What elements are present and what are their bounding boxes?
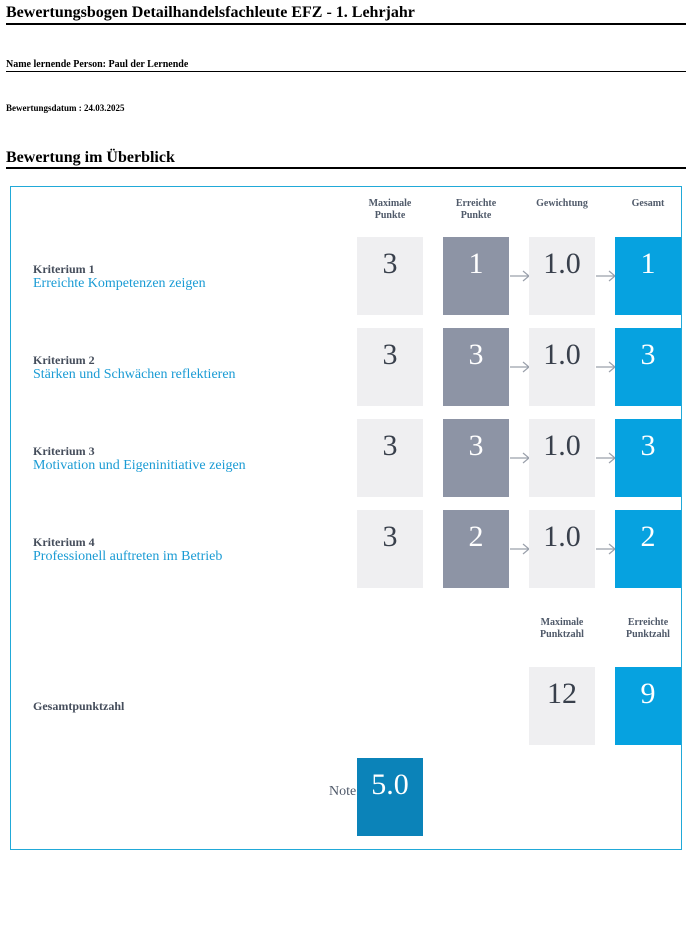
criterion-1-total-box: 1 — [615, 237, 681, 315]
evaluation-date: Bewertungsdatum : 24.03.2025 — [6, 103, 125, 113]
arrow-right-icon — [595, 542, 617, 556]
header-total: Gesamt — [631, 198, 665, 209]
criterion-1-weight-box: 1.0 — [529, 237, 595, 315]
total-achieved-box: 9 — [615, 667, 681, 745]
criterion-3-weight-box: 1.0 — [529, 419, 595, 497]
criterion-3-max-box: 3 — [357, 419, 423, 497]
criterion-2-total-box: 3 — [615, 328, 681, 406]
criterion-4-weight-box: 1.0 — [529, 510, 595, 588]
arrow-right-icon — [595, 360, 617, 374]
criterion-3-total-box: 3 — [615, 419, 681, 497]
criterion-2-weight-box: 1.0 — [529, 328, 595, 406]
criterion-4-max-box: 3 — [357, 510, 423, 588]
criterion-2-max-box: 3 — [357, 328, 423, 406]
learner-name-line: Name lernende Person: Paul der Lernende — [6, 60, 686, 72]
criterion-2-achieved-box: 3 — [443, 328, 509, 406]
criterion-4-label: Kriterium 4 — [33, 535, 95, 549]
header-achieved-total-points: Erreichte Punktzahl — [626, 617, 670, 640]
header-achieved-points: Erreichte Punkte — [455, 198, 497, 221]
criterion-1-label: Kriterium 1 — [33, 262, 95, 276]
criterion-4-total-box: 2 — [615, 510, 681, 588]
criterion-1-description: Erreichte Kompetenzen zeigen — [33, 276, 206, 291]
grade-label: Note — [329, 784, 357, 799]
document-title: Bewertungsbogen Detailhandelsfachleute EFZ - 1. Lehrjahr — [6, 4, 686, 25]
criterion-1-achieved-box: 1 — [443, 237, 509, 315]
criterion-2-description: Stärken und Schwächen reflektieren — [33, 367, 236, 382]
criterion-1-max-box: 3 — [357, 237, 423, 315]
header-max-points: Maximale Punkte — [368, 198, 412, 221]
arrow-right-icon — [509, 360, 531, 374]
criterion-4-achieved-box: 2 — [443, 510, 509, 588]
header-weighting: Gewichtung — [536, 198, 588, 209]
grade-box: 5.0 — [357, 758, 423, 836]
arrow-right-icon — [509, 542, 531, 556]
arrow-right-icon — [509, 451, 531, 465]
section-title: Bewertung im Überblick — [6, 150, 686, 169]
criterion-3-achieved-box: 3 — [443, 419, 509, 497]
criterion-4-description: Professionell auftreten im Betrieb — [33, 549, 223, 564]
criterion-2-label: Kriterium 2 — [33, 353, 95, 367]
arrow-right-icon — [595, 451, 617, 465]
arrow-right-icon — [509, 269, 531, 283]
criterion-3-description: Motivation und Eigeninitiative zeigen — [33, 458, 246, 473]
total-points-label: Gesamtpunktzahl — [33, 699, 125, 713]
total-max-box: 12 — [529, 667, 595, 745]
criterion-3-label: Kriterium 3 — [33, 444, 95, 458]
arrow-right-icon — [595, 269, 617, 283]
header-max-total-points: Maximale Punktzahl — [540, 617, 584, 640]
